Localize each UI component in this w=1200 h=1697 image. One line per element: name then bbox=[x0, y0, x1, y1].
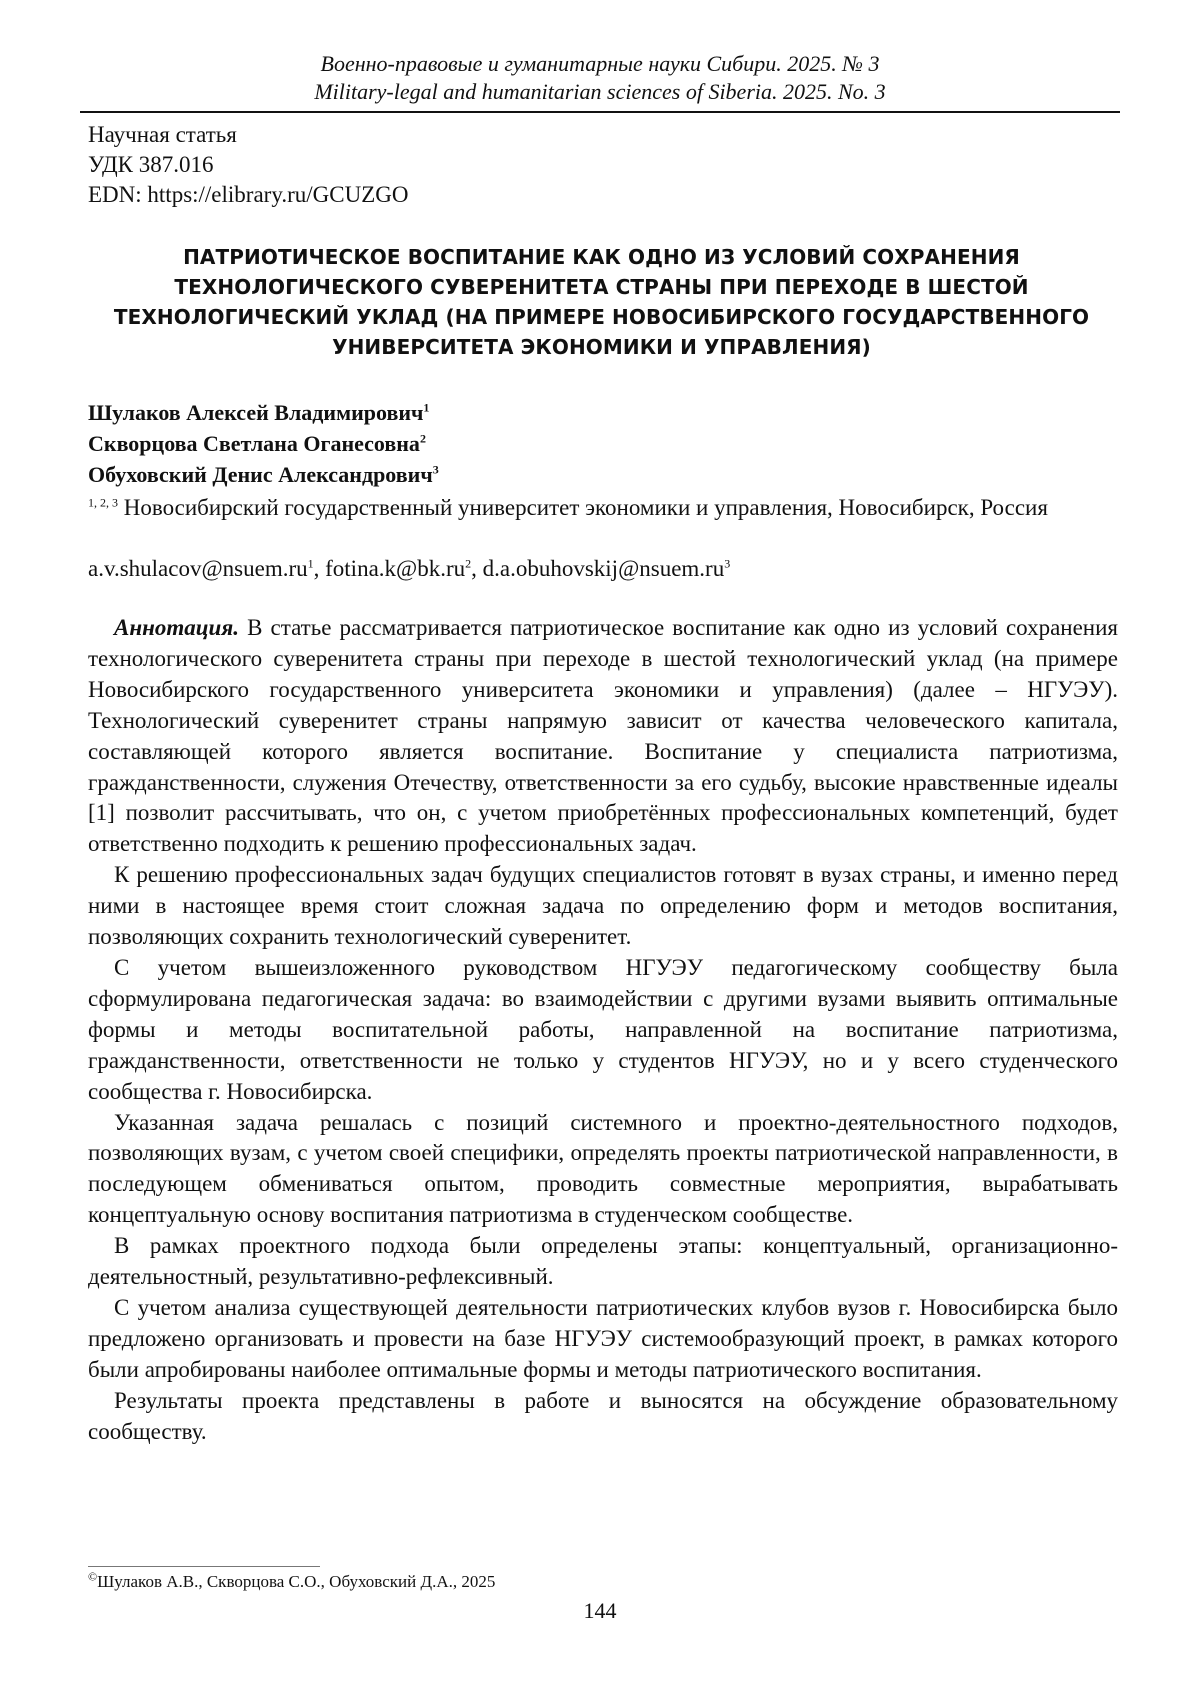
udc-code: УДК 387.016 bbox=[88, 152, 214, 177]
affiliation-text: Новосибирский государственный университет экономики и управления, Новосибирск, Россия bbox=[123, 495, 1048, 520]
edn-link[interactable]: EDN: https://elibrary.ru/GCUZGO bbox=[88, 182, 409, 207]
journal-header bbox=[80, 50, 1120, 106]
email-link[interactable]: a.v.shulacov@nsuem.ru bbox=[88, 556, 308, 581]
article-type: Научная статья bbox=[88, 122, 237, 147]
author-name: Шулаков Алексей Владимирович$^1$ bbox=[88, 400, 430, 425]
article-title: ПАТРИОТИЧЕСКОЕ ВОСПИТАНИЕ КАК ОДНО ИЗ УСЛОВИЙ СОХРАНЕНИЯ ТЕХНОЛОГИЧЕСКОГО СУВЕРЕНИТЕТА СТРАНЫ ПРИ ПЕРЕХОДЕ В ШЕСТОЙ ТЕХНОЛОГИЧЕСКИЙ УКЛАД (НА ПРИМЕРЕ НОВОСИБИРСКОГО ГОСУДАРСТВЕННОГО УНИВЕРСИТЕТА ЭКОНОМИКИ И УПРАВЛЕНИЯ) bbox=[113, 245, 1090, 359]
author-name: Скворцова Светлана Оганесовна$^2$ bbox=[88, 431, 426, 456]
page-number: 144 bbox=[583, 1598, 617, 1623]
email-link[interactable]: d.a.obuhovskij@nsuem.ru bbox=[482, 556, 725, 581]
abstract-paragraph: Результаты проекта представлены в работе и выносятся на обсуждение образовательному сообществу. bbox=[88, 1387, 1118, 1444]
abstract-paragraph: С учетом вышеизложенного руководством НГУЭУ педагогическому сообществу была сформулирована педагогическая задача: во взаимодействии с другими вузами выявить оптимальные формы и методы воспитательной работы, направленной на воспитание патриотизма, гражданственности, ответственности не только у студентов НГУЭУ, но и у всего студенческого сообщества г. Новосибирска. bbox=[88, 954, 1118, 1104]
abstract-paragraph: В рамках проектного подхода были определены этапы: концептуальный, организационно-деятельностный, результативно-рефлексивный. bbox=[88, 1233, 1118, 1290]
copyright-footnote: ©Шулаков А.В., Скворцова С.О., Обуховский Д.А., 2025 bbox=[88, 1569, 496, 1591]
affiliation bbox=[88, 492, 1118, 523]
affiliation-marks: 1, 2, 3 bbox=[88, 495, 118, 510]
header-divider bbox=[80, 111, 1120, 113]
article-meta bbox=[88, 120, 408, 210]
journal-title-en: Military-legal and humanitarian sciences of Siberia. 2025. No. 3 bbox=[314, 79, 886, 104]
journal-title-ru: Военно-правовые и гуманитарные науки Сибири. 2025. № 3 bbox=[320, 51, 880, 76]
footnote-divider bbox=[88, 1566, 320, 1567]
abstract-paragraph: С учетом анализа существующей деятельности патриотических клубов вузов г. Новосибирска было предложено организовать и провести на базе НГУЭУ системообразующий проект, в рамках которого были апробированы наиболее оптимальные формы и методы патриотического воспитания. bbox=[88, 1294, 1118, 1382]
abstract-paragraph: Аннотация. В статье рассматривается патриотическое воспитание как одно из условий сохранения технологического суверенитета страны при переходе в шестой технологический уклад (на примере Новосибирского государственного университета экономики и управления) (далее – НГУЭУ). Технологический суверенитет страны напрямую зависит от качества человеческого капитала, составляющей которого является воспитание. Воспитание у специалиста патриотизма, гражданственности, служения Отечеству, ответственности за его судьбу, высокие нравственные идеалы [1] позволит рассчитывать, что он, с учетом приобретённых профессиональных компетенций, будет ответственно подходить к решению профессиональных задач. bbox=[88, 615, 1119, 857]
author-emails: $a.v.shulacov@nsuem.ru^1$, $fotina.k@bk.ru^2$, $d.a.obuhovskij@nsuem.ru^3$ bbox=[88, 556, 731, 581]
email-link[interactable]: fotina.k@bk.ru bbox=[325, 556, 466, 581]
author-list bbox=[88, 397, 439, 490]
abstract-body bbox=[88, 613, 1118, 1447]
copyright-mark: © bbox=[88, 1569, 98, 1584]
abstract-paragraph: Указанная задача решалась с позиций системного и проектно-деятельностного подходов, позволяющих вузам, с учетом своей специфики, определять проекты патриотической направленности, в последующем обмениваться опытом, проводить совместные мероприятия, вырабатывать концептуальную основу воспитания патриотизма в студенческом сообществе. bbox=[88, 1109, 1118, 1228]
abstract-paragraph: К решению профессиональных задач будущих специалистов готовят в вузах страны, и именно перед ними в настоящее время стоит сложная задача по определению форм и методов воспитания, позволяющих сохранить технологический суверенитет. bbox=[88, 862, 1118, 950]
author-name: Обуховский Денис Александрович$^3$ bbox=[88, 462, 439, 487]
abstract-label: Аннотация. bbox=[114, 615, 239, 640]
